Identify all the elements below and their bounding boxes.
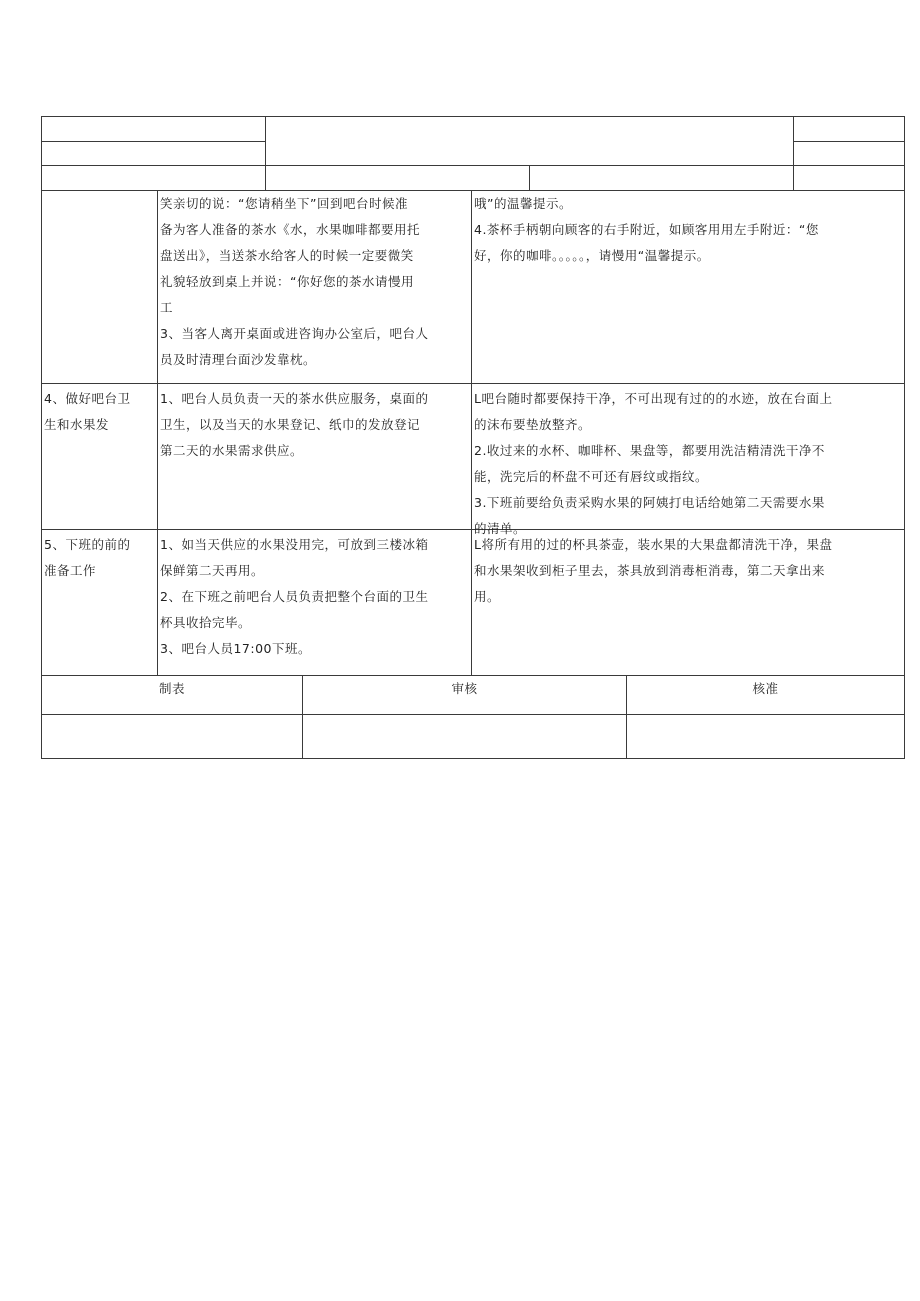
footer-label-approved-by: 核准 — [752, 681, 779, 696]
text-line: 3、当客人离开桌面或进咨询办公室后，吧台人 — [160, 326, 429, 341]
label-line: 生和水果发 — [44, 417, 110, 432]
row2-middle-text — [160, 386, 470, 464]
row1-right-text — [474, 191, 902, 269]
table-border-bottom — [41, 758, 905, 759]
footer-label-reviewed-by: 审核 — [451, 681, 478, 696]
header-rule-1 — [41, 141, 265, 142]
text-line: 的沫布要垫放整齐。 — [474, 417, 592, 432]
text-line: 哦”的温馨提示。 — [474, 196, 572, 211]
text-line: 4.茶杯手柄朝向顾客的右手附近，如顾客用用左手附近：“您 — [474, 222, 819, 237]
text-line: 礼貌轻放到桌上并说：“你好您的茶水请慢用 — [160, 274, 414, 289]
row-rule-1 — [41, 383, 905, 384]
table-border-right — [904, 116, 905, 759]
header-divider-c — [529, 165, 530, 190]
footer-rule — [41, 714, 905, 715]
header-divider-a — [265, 116, 266, 190]
text-line: 第二天的水果需求供应。 — [160, 443, 304, 458]
body-divider-label — [157, 190, 158, 675]
row2-label — [44, 386, 156, 438]
text-line: L吧台随时都要保持干净，不可出现有过的的水迹，放在台面上 — [474, 391, 833, 406]
label-line: 4、做好吧台卫 — [44, 391, 131, 406]
text-line: 盘送出》，当送茶水给客人的时候一定要微笑 — [160, 248, 414, 263]
row1-middle-text — [160, 191, 470, 373]
text-line: 3、吧台人员17:00下班。 — [160, 641, 311, 656]
text-line: 1、如当天供应的水果没用完，可放到三楼冰箱 — [160, 537, 429, 552]
text-line: 的清单。 — [474, 521, 527, 536]
label-line: 5、下班的前的 — [44, 537, 131, 552]
text-line: 员及时清理台面沙发靠枕。 — [160, 352, 317, 367]
table-border-left — [41, 116, 42, 759]
row2-right-text — [474, 386, 902, 542]
text-line: 笑亲切的说：“您请稍坐下”回到吧台时候准 — [160, 196, 408, 211]
text-line: 好，你的咖啡。。。。。，请慢用“温馨提示。 — [474, 248, 710, 263]
row3-label — [44, 532, 156, 584]
text-line: L将所有用的过的杯具茶壶，装水果的大果盘都清洗干净，果盘 — [474, 537, 833, 552]
header-rule-2 — [41, 165, 905, 166]
text-line: 备为客人准备的茶水《水，水果咖啡都要用托 — [160, 222, 421, 237]
footer-label-prepared-by: 制表 — [158, 681, 185, 696]
text-line: 杯具收拾完毕。 — [160, 615, 252, 630]
text-line: 保鲜第二天再用。 — [160, 563, 265, 578]
row3-right-text — [474, 532, 902, 610]
row3-middle-text — [160, 532, 470, 662]
text-line: 用。 — [474, 589, 501, 604]
text-line: 卫生，以及当天的水果登记、纸巾的发放登记 — [160, 417, 421, 432]
header-divider-b — [793, 116, 794, 190]
label-line: 准备工作 — [44, 563, 97, 578]
text-line: 和水果架收到柜子里去，茶具放到消毒柜消毒，第二天拿出来 — [474, 563, 826, 578]
text-line: 2.收过来的水杯、咖啡杯、果盘等，都要用洗洁精清洗干净不 — [474, 443, 825, 458]
text-line: 3.下班前要给负责采购水果的阿姨打电话给她第二天需要水果 — [474, 495, 825, 510]
text-line: 1、吧台人员负责一天的茶水供应服务，桌面的 — [160, 391, 429, 406]
text-line: 工 — [160, 300, 174, 315]
body-divider-middle — [471, 190, 472, 675]
text-line: 能，洗完后的杯盘不可还有唇纹或指纹。 — [474, 469, 709, 484]
header-rule-1-right — [793, 141, 905, 142]
text-line: 2、在下班之前吧台人员负责把整个台面的卫生 — [160, 589, 429, 604]
table-border-top — [41, 116, 905, 117]
